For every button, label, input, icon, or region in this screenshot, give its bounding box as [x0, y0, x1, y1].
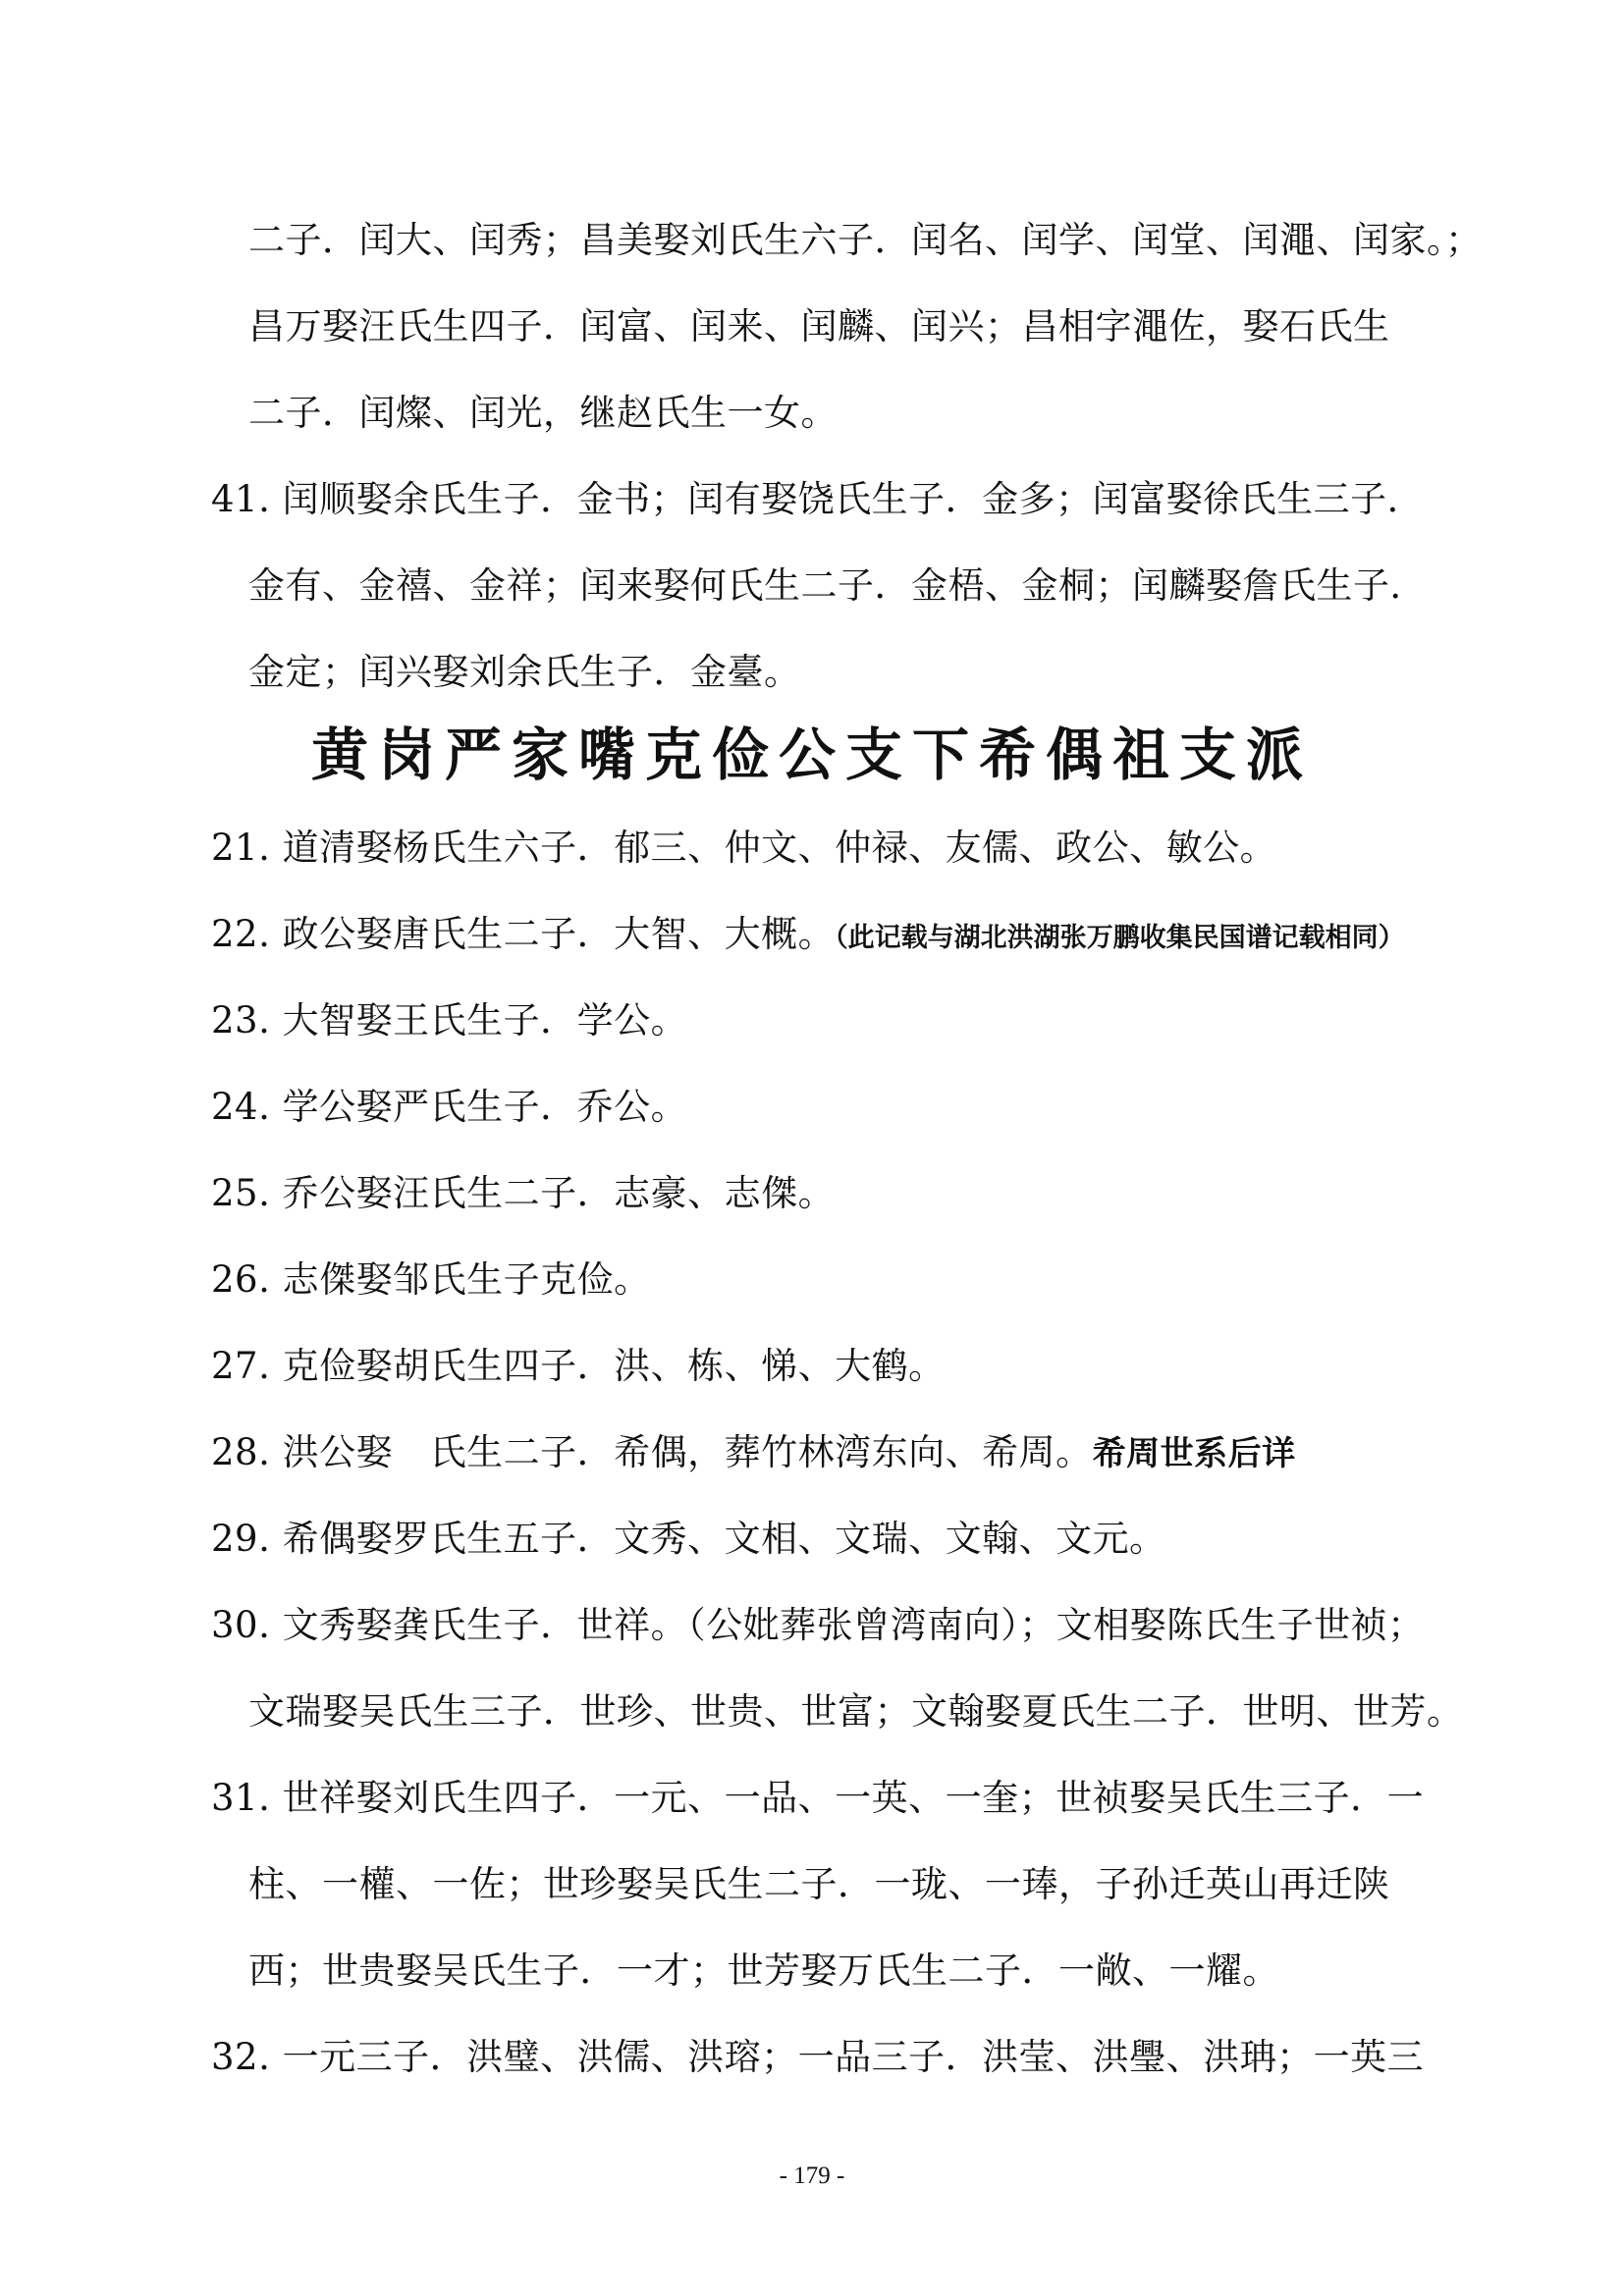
- text-line: 文瑞娶吴氏生三子．世珍、世贵、世富；文翰娶夏氏生二子．世明、世芳。: [248, 1690, 1464, 1733]
- section-title: 黄岗严家嘴克俭公支下希偶祖支派: [310, 721, 1313, 788]
- text-line: 二子．闰大、闰秀；昌美娶刘氏生六子．闰名、闰学、闰堂、闰澠、闰家。；: [248, 219, 1483, 261]
- text-line: 柱、一權、一佐；世珍娶吴氏生二子．一珑、一琫，子孙迁英山再迁陕: [248, 1863, 1390, 1905]
- page-number: - 179 -: [779, 2163, 845, 2189]
- text-line: 二子．闰燦、闰光，继赵氏生一女。: [248, 392, 838, 434]
- entry-23: 23. 大智娶王氏生子．学公。: [211, 999, 688, 1041]
- entry-27: 27. 克俭娶胡氏生四子．洪、栋、悌、大鹤。: [211, 1345, 946, 1387]
- entry-30-line: 30. 文秀娶龚氏生子．世祥。（公妣葬张曾湾南向）；文相娶陈氏生子世祯；: [211, 1604, 1425, 1646]
- entry-28-text: 28. 洪公娶 氏生二子．希偶，葬竹林湾东向、希周。: [211, 1431, 1093, 1473]
- text-line: 金定；闰兴娶刘余氏生子．金臺。: [248, 651, 801, 693]
- entry-25: 25. 乔公娶汪氏生二子．志豪、志傑。: [211, 1172, 836, 1214]
- entry-24: 24. 学公娶严氏生子．乔公。: [211, 1086, 688, 1128]
- entry-28: [211, 1431, 1296, 1473]
- entry-31-line: 31. 世祥娶刘氏生四子．一元、一品、一英、一奎；世祯娶吴氏生三子．一: [211, 1777, 1425, 1819]
- entry-22-text: 22. 政公娶唐氏生二子．大智、大概。: [211, 913, 836, 955]
- entry-26: 26. 志傑娶邹氏生子克俭。: [211, 1258, 651, 1301]
- entry-21: 21. 道清娶杨氏生六子．郁三、仲文、仲禄、友儒、政公、敏公。: [211, 827, 1277, 869]
- text-line: 昌万娶汪氏生四子．闰富、闰来、闰麟、闰兴；昌相字澠佐，娶石氏生: [248, 305, 1390, 347]
- entry-41-line: 41. 闰顺娶余氏生子．金书；闰有娶饶氏生子．金多；闰富娶徐氏生三子．: [211, 478, 1425, 520]
- entry-22: [211, 913, 1405, 955]
- text-line: 西；世贵娶吴氏生子．一才；世芳娶万氏生二子．一敞、一耀。: [248, 1949, 1279, 1992]
- entry-28-note: 希周世系后详: [1092, 1434, 1296, 1473]
- entry-22-note: （此记载与湖北洪湖张万鹏收集民国谱记载相同）: [835, 923, 1405, 953]
- entry-29: 29. 希偶娶罗氏生五子．文秀、文相、文瑞、文翰、文元。: [211, 1518, 1166, 1560]
- text-line: 金有、金禧、金祥；闰来娶何氏生二子．金梧、金桐；闰麟娶詹氏生子．: [248, 564, 1427, 607]
- entry-32-line: 32. 一元三子．洪璧、洪儒、洪瑢；一品三子．洪莹、洪璺、洪珃；一英三: [211, 2036, 1425, 2078]
